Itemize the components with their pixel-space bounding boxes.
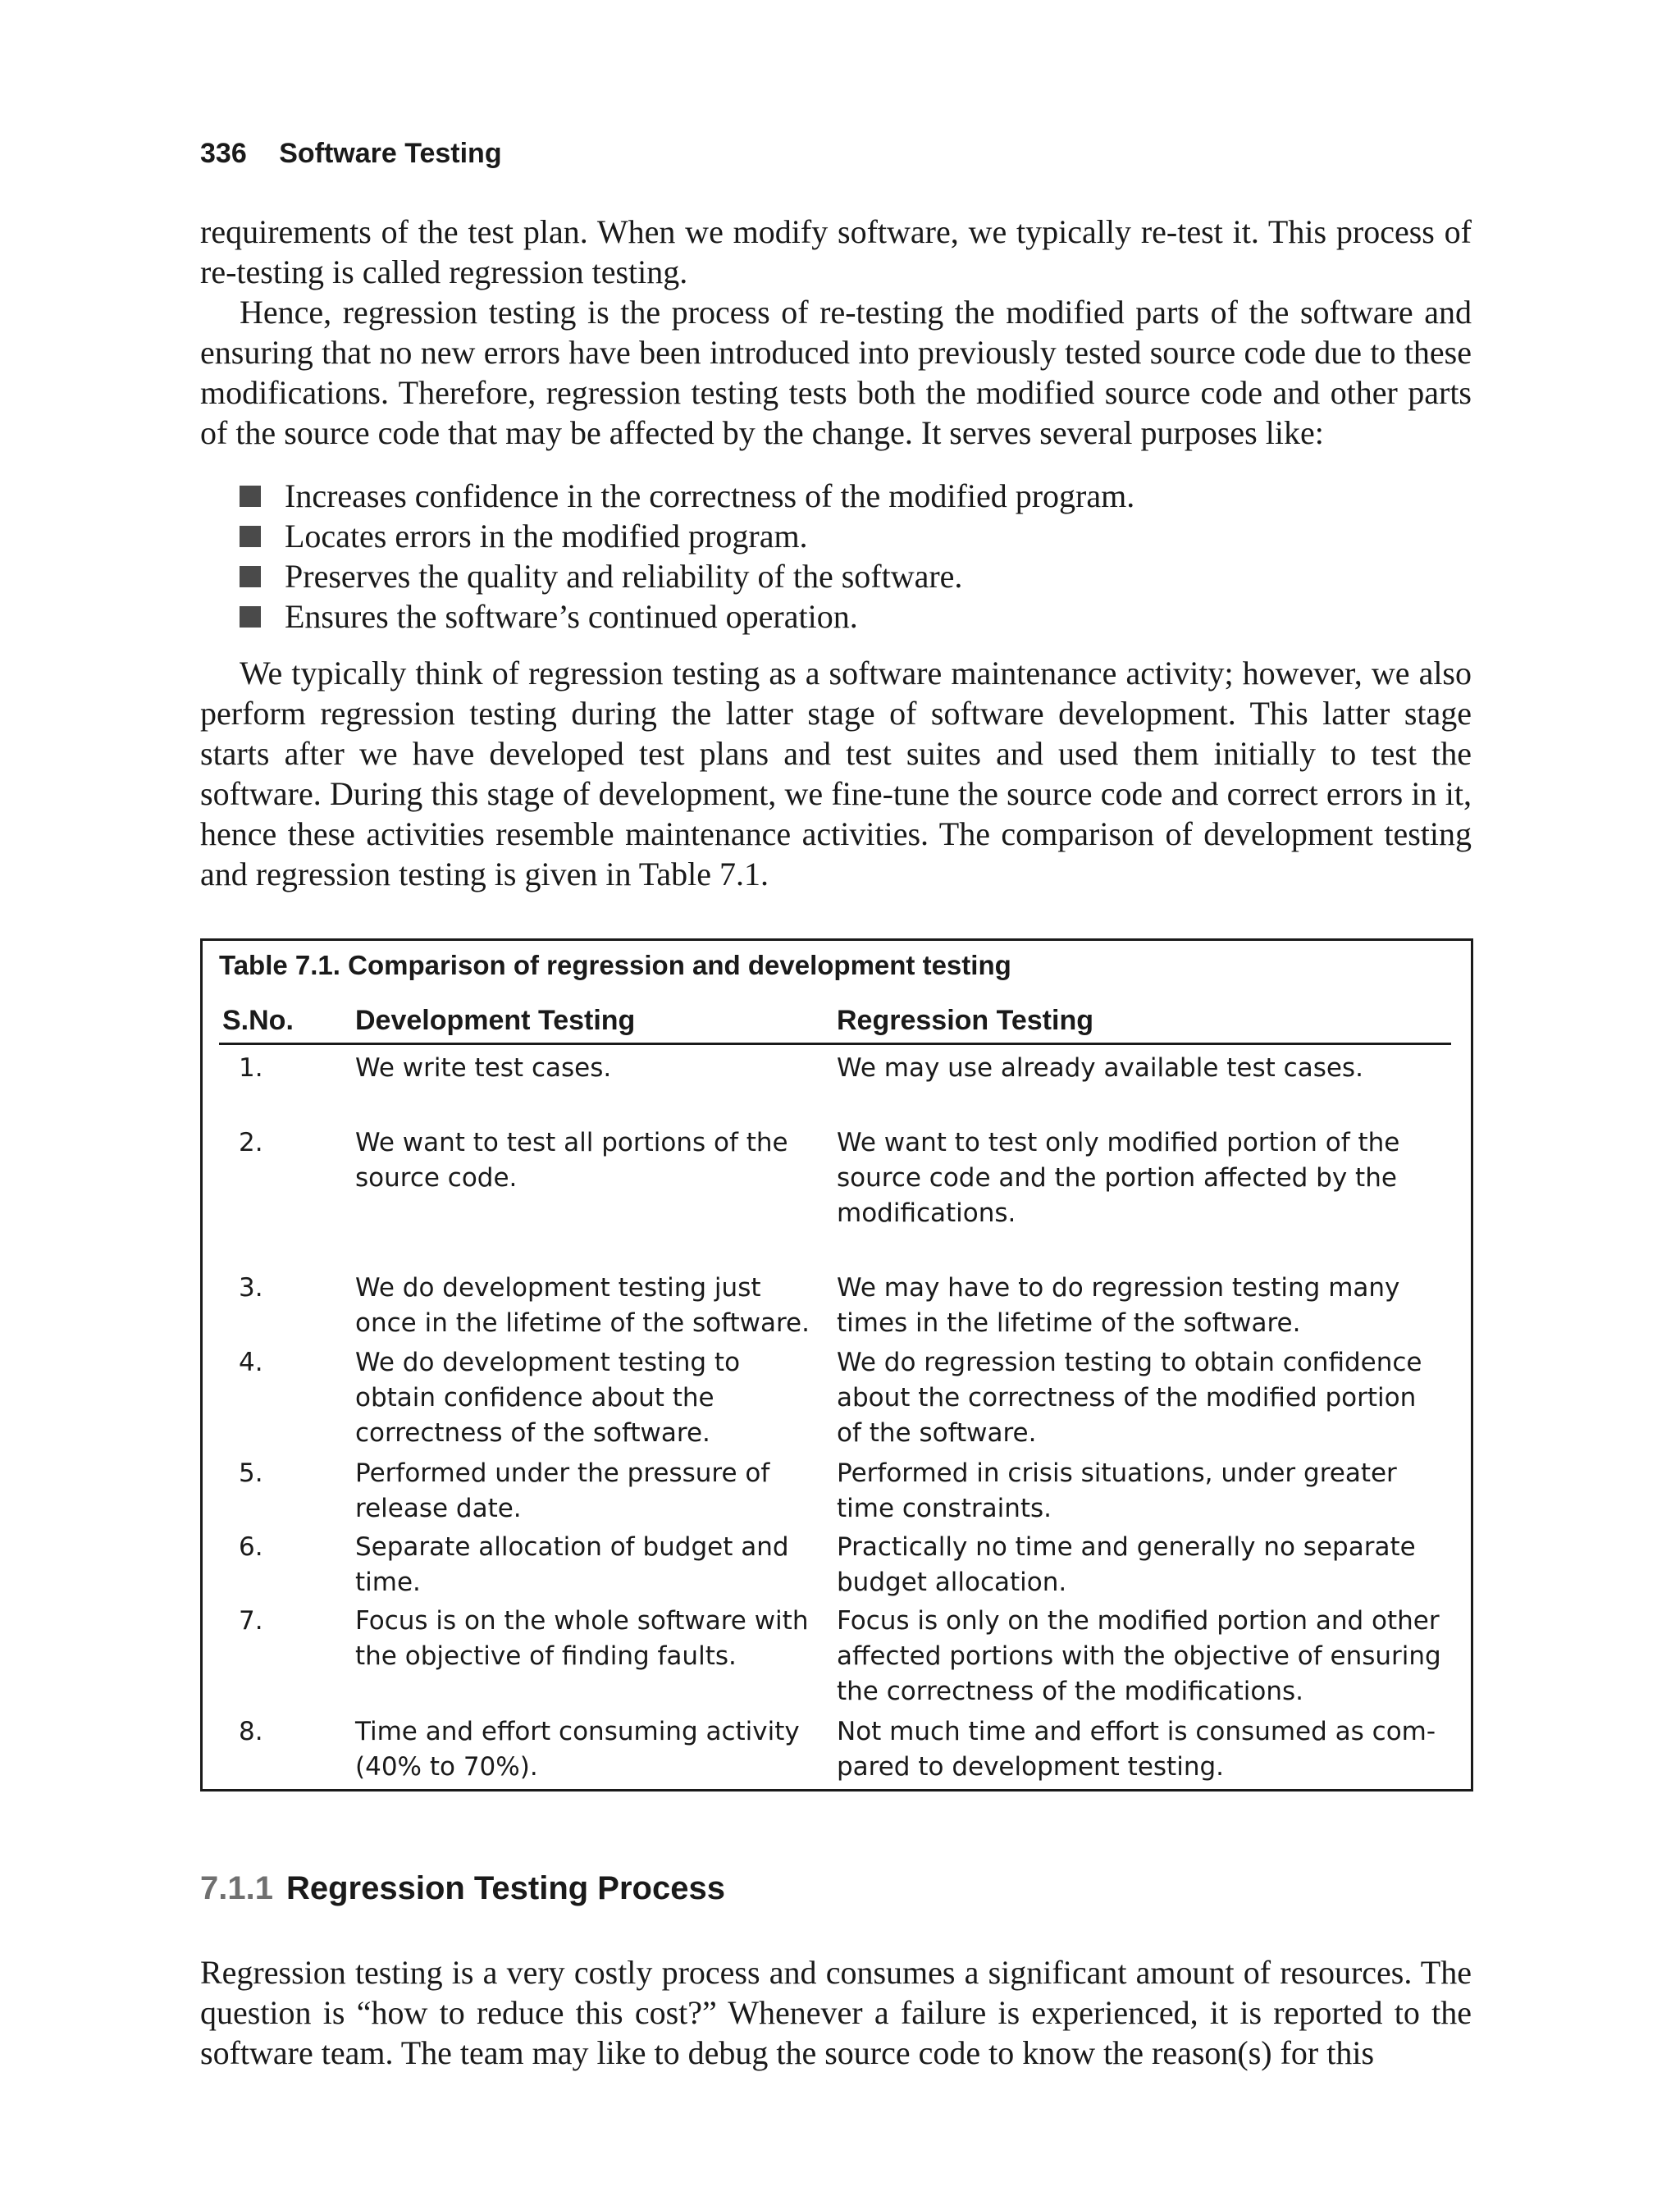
paragraph-maintenance: We typically think of regression testing as a software maintenance activity; however, we also perform regression testing during the latter stage of software development. This latter stage starts after we have developed test plans and test suites and used them initially to test the software. During this stage of development, we fine-tune the source code and correct errors in it, hence these activities resemble maintenance activities. The comparison of development testing and regression testing is given in Table 7.1. [200,655,1472,892]
square-bullet-icon [240,606,261,628]
header-divider [219,1043,1451,1045]
table-caption [219,947,1011,983]
header-development: Development Testing [355,1005,636,1036]
section-number: 7.1.1 [200,1870,273,1906]
paragraph-regression-definition: Hence, regression testing is the process of re-testing the modified parts of the software and ensuring that no new errors have been introduced into previously tested source code due to these modifications. Therefore, regression testing tests both the modified source code and other parts of the source code that may be affected by the change. It serves several purposes like: [200,294,1472,451]
running-head [200,138,502,170]
comparison-table: Table 7.1. Comparison of regression and development testing S.No. Development Testing Regression Testing 1. We write test cases. We may use already available test cases. 2. We want to test all portions of the source code. We want to test only modified portion of the source code and the portion affected by the modifications. 3. We do development testing just once in the lifetime of the software. We may have to do regression testing many times in the lifetime of the software. 4. We do development testing to obtain confidence about the correctness of the software. We do regression testing to obtain confidence about the correctness of the modified portion of the software. 5. Performed under the pressure of release date. Performed in crisis situations, under greater time constraints. 6. Separate allocation of budget and time. Practically no time and generally no separate budget allocation. 7. Focus is on the whole software with the objective of finding faults. Focus is only on the modified portion and other affected portions with the objective of ensuring the correctness of the modifications. 8. Time and effort consuming activity (40% to 70%). Not much time and effort is consumed as com-pared to development testing. [200,938,1473,1791]
header-regression: Regression Testing [837,1005,1093,1036]
purpose-list [240,476,1470,637]
header-sno: S.No. [222,1005,294,1036]
square-bullet-icon [240,486,261,507]
list-item: Preserves the quality and reliability of the software. [240,556,1470,596]
list-item: Locates errors in the modified program. [240,516,1470,556]
table-label: Table 7.1. [219,950,340,980]
paragraph-process: Regression testing is a very costly process and consumes a significant amount of resources. The question is “how to reduce this cost?” Whenever a failure is experienced, it is reported to the software team. The team may like to debug the source code to know the reason(s) for this [200,1954,1472,2071]
section-title: Regression Testing Process [285,1870,725,1906]
list-item: Increases confidence in the correctness of the modified program. [240,476,1470,516]
intro-text [200,212,1472,453]
table-title: Comparison of regression and development testing [348,950,1011,980]
page-number: 336 [200,138,247,169]
square-bullet-icon [240,566,261,587]
list-item: Ensures the software’s continued operation. [240,596,1470,637]
section-heading [200,1870,725,1907]
square-bullet-icon [240,526,261,547]
book-title: Software Testing [279,138,502,169]
paragraph-continuation: requirements of the test plan. When we modify software, we typically re-test it. This process of re-testing is called regression testing. [200,213,1472,290]
